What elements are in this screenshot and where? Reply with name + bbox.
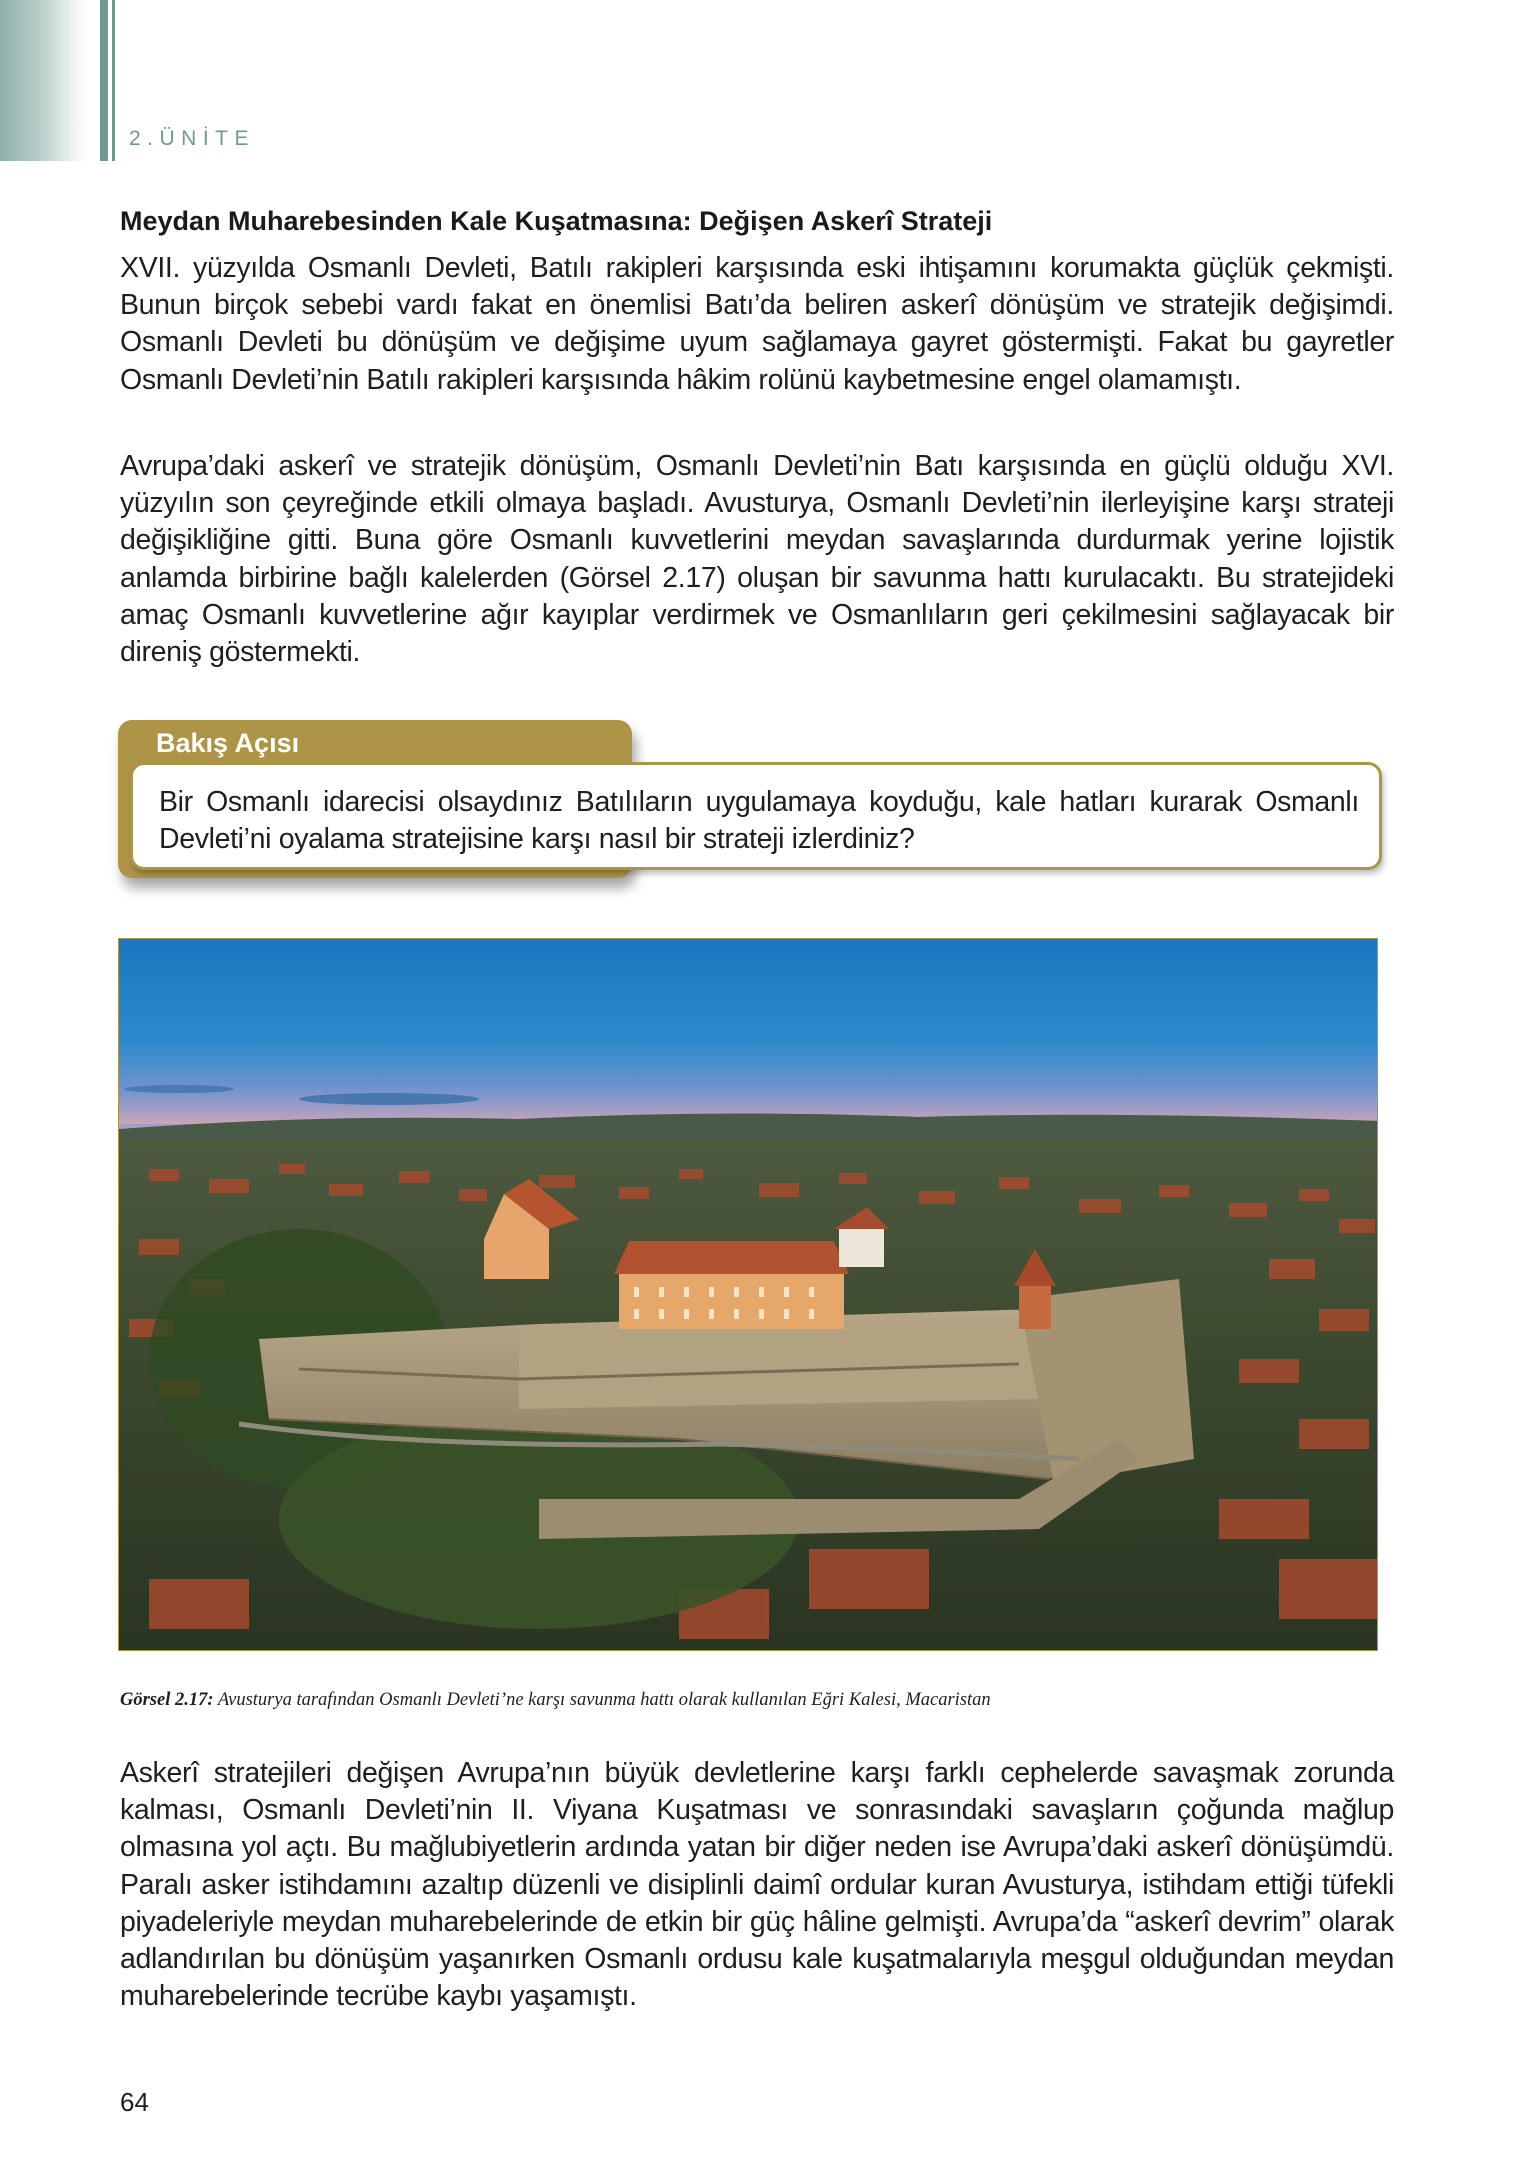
castle-photo-illustration	[119, 939, 1378, 1651]
section-heading: Meydan Muharebesinden Kale Kuşatmasına: Değişen Askerî Strateji	[120, 206, 993, 236]
perspective-question: Bir Osmanlı idarecisi olsaydınız Batılıların uygulamaya koyduğu, kale hatları kurarak Osmanlı Devleti’ni oyalama stratejisine karşı nasıl bir strateji izlerdiniz?	[159, 786, 1359, 855]
chapter-bar-thin	[112, 0, 115, 161]
paragraph-2: Avrupa’daki askerî ve stratejik dönüşüm, Osmanlı Devleti’nin Batı karşısında en güçlü olduğu XVI. yüzyılın son çeyreğinde etkili olmaya başladı. Avusturya, Osmanlı Devleti’nin ilerleyişine karşı strateji değişikliğine gitti. Buna göre Osmanlı kuvvetlerini meydan savaşlarında durdurmak yerine lojistik anlamda birbirine bağlı kalelerden (Görsel 2.17) oluşan bir savunma hattı kurulacaktı. Bu stratejideki amaç Osmanlı kuvvetlerine ağır kayıplar verdirmek ve Osmanlıların geri çekilmesini sağlayacak bir direniş göstermekti.	[120, 450, 1394, 669]
chapter-bar-thick	[100, 0, 108, 161]
castle-photo	[118, 938, 1378, 1651]
perspective-box-body	[130, 762, 1382, 870]
perspective-box-title: Bakış Açısı	[156, 728, 300, 758]
figure-caption	[120, 1690, 991, 1711]
unit-label: 2.ÜNİTE	[129, 127, 256, 150]
figure-caption-text: Avusturya tarafından Osmanlı Devleti’ne karşı savunma hattı olarak kullanılan Eğri Kalesi, Macaristan	[213, 1690, 991, 1710]
chapter-corner-decoration	[0, 0, 86, 161]
paragraph-3: Askerî stratejileri değişen Avrupa’nın büyük devletlerine karşı farklı cephelerde savaşmak zorunda kalması, Osmanlı Devleti’nin II. Viyana Kuşatması ve sonrasındaki savaşların çoğunda mağlup olmasına yol açtı. Bu mağlubiyetlerin ardında yatan bir diğer neden ise Avrupa’daki askerî dönüşümdü. Paralı asker istihdamını azaltıp düzenli ve disiplinli daimî ordular kuran Avusturya, istihdam ettiği tüfekli piyadeleriyle meydan muharebelerinde de etkin bir güç hâline gelmişti. Avrupa’da “askerî devrim” olarak adlandırılan bu dönüşüm yaşanırken Osmanlı ordusu kale kuşatmalarıyla meşgul olduğundan meydan muharebelerinde tecrübe kaybı yaşamıştı.	[120, 1757, 1394, 2013]
perspective-box	[118, 720, 1398, 890]
figure-caption-label: Görsel 2.17:	[120, 1690, 214, 1710]
page-number: 64	[120, 2087, 149, 2117]
paragraph-1: XVII. yüzyılda Osmanlı Devleti, Batılı rakipleri karşısında eski ihtişamını korumakta güçlük çekmişti. Bunun birçok sebebi vardı fakat en önemlisi Batı’da beliren askerî dönüşüm ve stratejik değişimdi. Osmanlı Devleti bu dönüşüm ve değişime uyum sağlamaya gayret göstermişti. Fakat bu gayretler Osmanlı Devleti’nin Batılı rakipleri karşısında hâkim rolünü kaybetmesine engel olamamıştı.	[120, 252, 1394, 396]
